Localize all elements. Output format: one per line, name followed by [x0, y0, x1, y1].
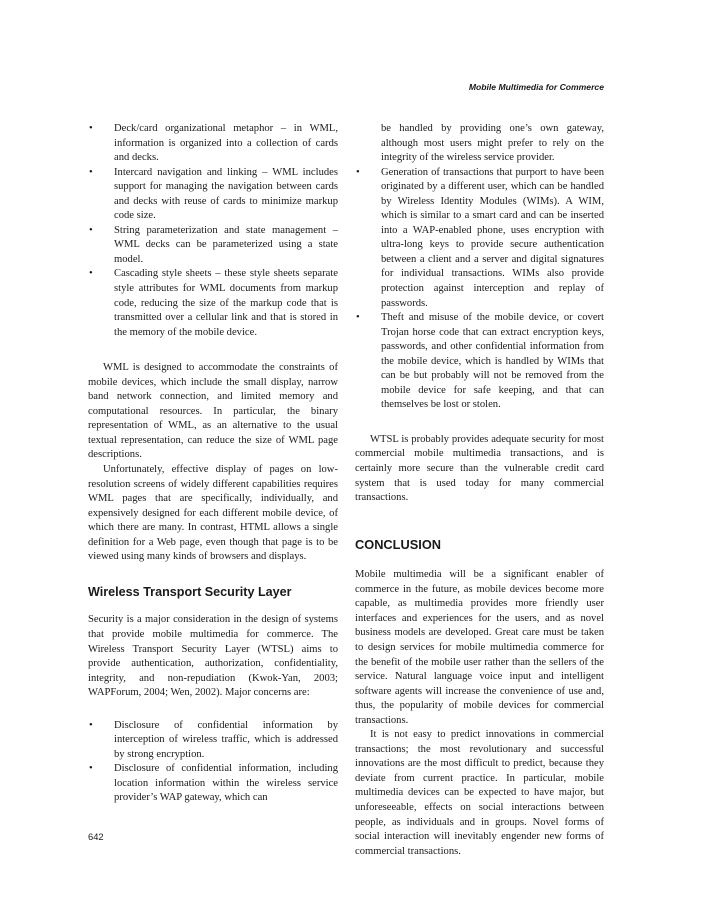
list-item: • Intercard navigation and linking – WML includes support for managing the navigation between cards and decks with reuse of cards to minimize markup code size.	[89, 166, 338, 222]
right-column	[355, 122, 604, 859]
bullet-icon: •	[89, 224, 93, 236]
paragraph-wml-designed: WML is designed to accommodate the constraints of mobile devices, which include the small display, narrow band network connection, and limited memory and computational resources. In particular, the binary representation of WML, as an alternative to the usual textual representation, can reduce the size of WML page descriptions.	[88, 362, 338, 461]
list-item: • Cascading style sheets – these style sheets separate style attributes for WML documents from markup code, reducing the size of the markup code that is transmitted over a cellular link and that is stored in the memory of the mobile device.	[89, 268, 338, 338]
security-concerns-list	[88, 719, 338, 806]
section-heading-conclusion: CONCLUSION	[355, 536, 442, 552]
bullet-icon: •	[356, 166, 360, 178]
left-column	[88, 122, 338, 806]
paragraph-wtsl-provides: WTSL is probably provides adequate security for most commercial mobile multimedia transactions, and is certainly more secure than the vulnerable credit card system that is used today for many commercial transactions.	[355, 433, 604, 504]
page-number: 642	[88, 831, 104, 842]
bullet-icon: •	[89, 763, 93, 775]
list-item: • Theft and misuse of the mobile device, or covert Trojan horse code that can extract encryption keys, passwords, and other confidential information from the mobile device, which is handled by WIMs that can be but probably will not be removed from the mobile device for safe keeping, and that can themselves be lost or stolen.	[356, 312, 604, 411]
bullet-icon: •	[89, 123, 93, 134]
paragraph-unfortunately: Unfortunately, effective display of pages on low-resolution screens of widely different capabilities requires WML pages that are specifically, individually, and expensively designed for each different mobile device, of which there are many. In contrast, HTML allows a single definition for a Web page, even though that page is to be viewed using many kinds of browsers and displays.	[88, 464, 338, 563]
paragraph-conclusion-2: It is not easy to predict innovations in commercial transactions; the most revolutionary and successful innovations are the most difficult to predict, because they deviate from current practice. In particular, mobile multimedia devices can be expected to have major, but unforeseeable, effects on social interactions between people, as individuals and in groups. Novel forms of social interaction will inevitably engender new forms of commercial transactions.	[355, 729, 604, 857]
bullet-icon: •	[356, 312, 360, 324]
bullet-icon: •	[89, 166, 93, 178]
list-item: • String parameterization and state management – WML decks can be parameterized using a state model.	[89, 224, 338, 265]
paragraph-conclusion-1: Mobile multimedia will be a significant enabler of commerce in the future, as mobile devices become more capable, as multimedia provides more friendly user interfaces and experiences for the users, and as novel business models are developed. Great care must be taken to design services for mobile multimedia commerce for the benefit of the mobile user rather than the sellers of the service. Natural language voice input and intelligent software agents will increase the convenience of use and, thus, the popularity of mobile devices for commercial transactions.	[355, 569, 604, 726]
list-item: • Deck/card organizational metaphor – in WML, information is organized into a collection of cards and decks.	[89, 123, 338, 164]
wml-features-list	[88, 122, 338, 340]
list-item: • Disclosure of confidential information by interception of wireless traffic, which is addressed by strong encryption.	[89, 719, 338, 760]
list-item: be handled by providing one’s own gateway, although most users might prefer to rely on the integrity of the wireless service provider.	[381, 123, 604, 164]
list-item: • Disclosure of confidential information, including location information within the wireless service provider’s WAP gateway, which can	[89, 763, 338, 804]
bullet-icon: •	[89, 268, 93, 280]
paragraph-security: Security is a major consideration in the design of systems that provide mobile multimedia for commerce. The Wireless Transport Security Layer (WTSL) aims to provide authentication, authorization, confidentiality, integrity, and non-repudiation (Kwok-Yan, 2003; WAPForum, 2004; Wen, 2002). Major concerns are:	[88, 614, 338, 699]
section-heading-wtsl: Wireless Transport Security Layer	[88, 584, 292, 599]
running-title: Mobile Multimedia for Commerce	[468, 82, 604, 92]
bullet-icon: •	[89, 719, 93, 731]
list-item: • Generation of transactions that purport to have been originated by a different user, which can be handled by Wireless Identity Modules (WIMs). A WIM, which is similar to a smart card and can be inserted into a WAP-enabled phone, uses encryption with ultra-long keys to provide secure authentication between a client and a server and digital signatures for individual transactions. WIMs also provide protection against interception and replay of passwords.	[356, 166, 604, 309]
security-concerns-list-continued	[355, 122, 604, 413]
